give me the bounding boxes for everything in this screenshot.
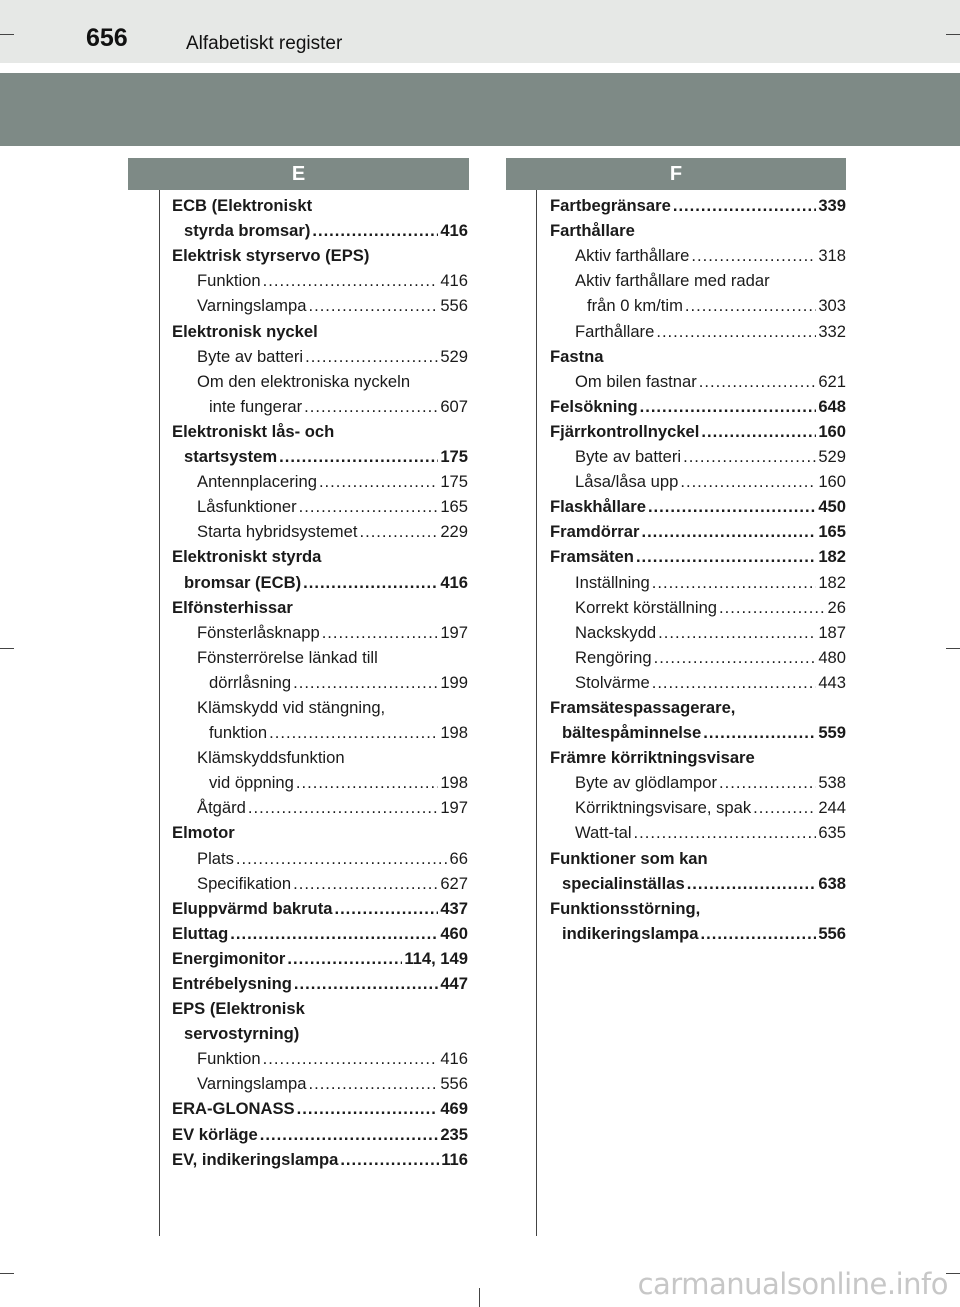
crop-mark xyxy=(479,1288,480,1307)
leader-dots xyxy=(691,246,816,266)
entry-page-number: 480 xyxy=(818,647,846,667)
column-divider xyxy=(536,190,537,1236)
entry-text: Inställning xyxy=(575,572,650,592)
leader-dots xyxy=(719,773,816,793)
crop-mark xyxy=(0,1273,14,1274)
index-entry xyxy=(550,793,846,818)
entry-text: Byte av batteri xyxy=(575,447,682,467)
leader-dots xyxy=(305,347,438,367)
index-entry xyxy=(172,342,468,367)
index-entry xyxy=(172,517,468,542)
entry-text: Varningslampa xyxy=(197,296,307,316)
entry-page-number: 165 xyxy=(818,522,846,542)
index-entry xyxy=(172,693,468,718)
entry-page-number: 235 xyxy=(440,1124,468,1144)
entry-text: Energimonitor xyxy=(172,948,286,968)
entry-page-number: 416 xyxy=(440,271,468,291)
index-entry xyxy=(172,894,468,919)
entry-text: Rengöring xyxy=(575,647,652,667)
leader-dots xyxy=(701,422,816,442)
index-entry xyxy=(172,668,468,693)
index-entry xyxy=(172,291,468,316)
entry-text: Funktion xyxy=(197,1049,261,1069)
entry-text: Funktionsstörning, xyxy=(550,898,701,918)
entry-text: Starta hybridsystemet xyxy=(197,522,358,542)
header-band xyxy=(0,0,960,63)
entry-page-number: 197 xyxy=(440,622,468,642)
entry-text: Elektroniskt styrda xyxy=(172,547,322,567)
index-entry xyxy=(172,241,468,266)
section-letter-f: F xyxy=(506,158,846,190)
index-entry xyxy=(172,793,468,818)
leader-dots xyxy=(699,372,817,392)
entry-page-number: 627 xyxy=(440,873,468,893)
entry-text: Fönsterrörelse länkad till xyxy=(197,647,378,667)
leader-dots xyxy=(700,924,816,944)
entry-text: Åtgärd xyxy=(197,798,246,818)
index-entry xyxy=(172,944,468,969)
entry-text: Flaskhållare xyxy=(550,497,646,517)
index-entry xyxy=(550,643,846,668)
leader-dots xyxy=(294,974,438,994)
leader-dots xyxy=(303,573,438,593)
entry-page-number: 559 xyxy=(818,723,846,743)
entry-text: Specifikation xyxy=(197,873,292,893)
entry-page-number: 114, 149 xyxy=(404,948,468,968)
entry-text: Elfönsterhissar xyxy=(172,597,293,617)
entry-text: specialinställas xyxy=(562,873,685,893)
index-entry xyxy=(172,843,468,868)
index-entry xyxy=(550,618,846,643)
leader-dots xyxy=(236,849,448,869)
index-entry xyxy=(550,718,846,743)
entry-text: Fartbegränsare xyxy=(550,196,671,216)
leader-dots xyxy=(703,723,816,743)
leader-dots xyxy=(308,1074,438,1094)
entry-page-number: 197 xyxy=(440,798,468,818)
entry-page-number: 175 xyxy=(440,472,468,492)
index-entry xyxy=(172,969,468,994)
entry-page-number: 198 xyxy=(440,773,468,793)
leader-dots xyxy=(654,648,817,668)
entry-page-number: 621 xyxy=(818,371,846,391)
index-entry xyxy=(550,743,846,768)
index-entry xyxy=(172,1094,468,1119)
crop-mark xyxy=(0,648,14,649)
index-entry xyxy=(550,768,846,793)
entry-page-number: 556 xyxy=(818,923,846,943)
index-entry xyxy=(550,367,846,392)
entry-text: Felsökning xyxy=(550,396,638,416)
entry-text: Elektronisk nyckel xyxy=(172,321,318,341)
index-entry xyxy=(550,342,846,367)
entry-text: Klämskydd vid stängning, xyxy=(197,697,386,717)
index-entry xyxy=(172,216,468,241)
leader-dots xyxy=(263,1049,439,1069)
entry-page-number: 303 xyxy=(818,296,846,316)
index-entry xyxy=(172,718,468,743)
leader-dots xyxy=(299,497,439,517)
index-entry xyxy=(550,191,846,216)
leader-dots xyxy=(648,497,816,517)
entry-text: Om den elektroniska nyckeln xyxy=(197,371,411,391)
entry-text: Eluppvärmd bakruta xyxy=(172,898,333,918)
index-entry xyxy=(550,291,846,316)
entry-page-number: 460 xyxy=(440,923,468,943)
entry-text: Fastna xyxy=(550,346,604,366)
entry-page-number: 116 xyxy=(441,1149,468,1169)
entry-text: Framsäten xyxy=(550,547,634,567)
index-entry xyxy=(172,467,468,492)
index-entry xyxy=(550,567,846,592)
entry-text: från 0 km/tim xyxy=(587,296,683,316)
entry-page-number: 182 xyxy=(818,547,846,567)
entry-page-number: 556 xyxy=(440,296,468,316)
entry-page-number: 529 xyxy=(440,346,468,366)
index-entry xyxy=(172,768,468,793)
entry-text: Varningslampa xyxy=(197,1074,307,1094)
leader-dots xyxy=(260,1125,439,1145)
entry-text: Funktion xyxy=(197,271,261,291)
leader-dots xyxy=(297,1099,439,1119)
entry-page-number: 198 xyxy=(440,723,468,743)
entry-text: Byte av batteri xyxy=(197,346,304,366)
leader-dots xyxy=(673,196,816,216)
entry-page-number: 332 xyxy=(818,321,846,341)
index-entry xyxy=(550,417,846,442)
leader-dots xyxy=(634,823,817,843)
leader-dots xyxy=(296,773,438,793)
entry-page-number: 648 xyxy=(818,396,846,416)
page-number: 656 xyxy=(86,24,128,52)
entry-text: Fjärrkontrollnyckel xyxy=(550,421,700,441)
index-entry xyxy=(172,869,468,894)
entry-text: Om bilen fastnar xyxy=(575,371,697,391)
entry-page-number: 229 xyxy=(440,522,468,542)
entry-text: Korrekt körställning xyxy=(575,597,718,617)
index-entry xyxy=(172,567,468,592)
leader-dots xyxy=(308,296,438,316)
entry-text: bältespåminnelse xyxy=(562,723,702,743)
leader-dots xyxy=(636,547,816,567)
leader-dots xyxy=(312,221,438,241)
index-entry xyxy=(550,467,846,492)
entry-text: Byte av glödlampor xyxy=(575,773,718,793)
entry-text: EPS (Elektronisk xyxy=(172,999,305,1019)
index-entry xyxy=(172,417,468,442)
entry-text: Elektrisk styrservo (EPS) xyxy=(172,246,370,266)
entry-page-number: 318 xyxy=(818,246,846,266)
entry-text: indikeringslampa xyxy=(562,923,699,943)
entry-text: Entrébelysning xyxy=(172,974,292,993)
leader-dots xyxy=(652,673,817,693)
entry-page-number: 199 xyxy=(440,672,468,692)
entry-page-number: 187 xyxy=(818,622,846,642)
index-entry xyxy=(172,1044,468,1069)
entry-text: EV körläge xyxy=(172,1124,258,1144)
leader-dots xyxy=(359,522,438,542)
leader-dots xyxy=(269,723,438,743)
leader-dots xyxy=(656,322,816,342)
crop-mark xyxy=(946,34,960,35)
entry-text: Plats xyxy=(197,848,234,868)
entry-page-number: 244 xyxy=(818,798,846,818)
index-entry xyxy=(172,442,468,467)
index-entry xyxy=(550,818,846,843)
leader-dots xyxy=(658,623,816,643)
leader-dots xyxy=(719,598,826,618)
entry-page-number: 447 xyxy=(440,974,468,993)
entry-text: Eluttag xyxy=(172,923,229,943)
entry-text: styrda bromsar) xyxy=(184,221,311,241)
entry-page-number: 182 xyxy=(818,572,846,592)
entry-text: Antennplacering xyxy=(197,472,317,492)
leader-dots xyxy=(683,447,816,467)
index-entry xyxy=(550,216,846,241)
index-entry xyxy=(550,843,846,868)
entry-page-number: 416 xyxy=(440,1049,468,1069)
index-entry xyxy=(550,869,846,894)
index-entry xyxy=(172,392,468,417)
entry-text: servostyrning) xyxy=(184,1024,300,1044)
index-entry xyxy=(550,919,846,944)
entry-text: Låsa/låsa upp xyxy=(575,472,679,492)
index-entry xyxy=(172,919,468,944)
entry-text: startsystem xyxy=(184,447,278,467)
entry-text: Fönsterlåsknapp xyxy=(197,622,320,642)
entry-page-number: 160 xyxy=(818,472,846,492)
entry-text: Aktiv farthållare med radar xyxy=(575,271,770,291)
index-entry xyxy=(172,266,468,291)
index-entry xyxy=(550,241,846,266)
entry-page-number: 469 xyxy=(440,1099,468,1119)
index-entry xyxy=(550,442,846,467)
leader-dots xyxy=(248,798,438,818)
entry-text: ERA-GLONASS xyxy=(172,1099,295,1119)
index-entry xyxy=(550,894,846,919)
watermark: carmanualsonline.info xyxy=(637,1267,948,1301)
index-entry xyxy=(172,1145,468,1170)
index-entry xyxy=(550,668,846,693)
index-entry xyxy=(172,542,468,567)
index-entry xyxy=(550,693,846,718)
entry-text: Stolvärme xyxy=(575,672,650,692)
entry-page-number: 175 xyxy=(440,447,468,467)
index-entry xyxy=(172,316,468,341)
entry-text: inte fungerar xyxy=(209,396,303,416)
entry-page-number: 160 xyxy=(818,421,846,441)
leader-dots xyxy=(652,573,817,593)
leader-dots xyxy=(687,874,817,894)
leader-dots xyxy=(753,798,816,818)
entry-text: Watt-tal xyxy=(575,823,632,843)
crop-mark xyxy=(946,648,960,649)
page-title: Alfabetiskt register xyxy=(186,33,343,54)
entry-page-number: 607 xyxy=(440,396,468,416)
entry-page-number: 26 xyxy=(827,597,846,617)
entry-text: bromsar (ECB) xyxy=(184,572,302,592)
entry-text: Körriktningsvisare, spak xyxy=(575,798,752,818)
entry-text: Farthållare xyxy=(550,221,635,241)
index-entry xyxy=(172,1119,468,1144)
index-column-f xyxy=(550,191,846,944)
entry-page-number: 165 xyxy=(440,497,468,517)
decorative-banner xyxy=(0,73,960,146)
entry-page-number: 443 xyxy=(818,672,846,692)
index-entry xyxy=(550,593,846,618)
section-letter-e: E xyxy=(128,158,469,190)
index-entry xyxy=(172,743,468,768)
leader-dots xyxy=(287,949,402,969)
entry-text: Klämskyddsfunktion xyxy=(197,748,345,768)
index-entry xyxy=(172,994,468,1019)
entry-page-number: 66 xyxy=(449,848,468,868)
entry-text: dörrlåsning xyxy=(209,672,292,692)
leader-dots xyxy=(640,397,817,417)
leader-dots xyxy=(685,296,816,316)
crop-mark xyxy=(0,34,14,35)
index-entry xyxy=(550,266,846,291)
entry-text: Nackskydd xyxy=(575,622,657,642)
index-entry xyxy=(172,593,468,618)
entry-page-number: 450 xyxy=(818,497,846,517)
entry-page-number: 416 xyxy=(440,572,468,592)
entry-page-number: 538 xyxy=(818,773,846,793)
entry-text: EV, indikeringslampa xyxy=(172,1149,339,1169)
entry-text: Aktiv farthållare xyxy=(575,246,690,266)
leader-dots xyxy=(319,472,438,492)
index-entry xyxy=(172,492,468,517)
index-entry xyxy=(172,818,468,843)
leader-dots xyxy=(230,924,438,944)
entry-page-number: 635 xyxy=(818,823,846,843)
index-entry xyxy=(550,316,846,341)
entry-text: Elektroniskt lås- och xyxy=(172,421,335,441)
entry-text: Framdörrar xyxy=(550,522,640,542)
entry-text: Funktioner som kan xyxy=(550,848,708,868)
leader-dots xyxy=(279,447,438,467)
entry-text: Farthållare xyxy=(575,321,655,341)
entry-page-number: 416 xyxy=(440,221,468,241)
index-entry xyxy=(172,1019,468,1044)
leader-dots xyxy=(334,899,438,919)
leader-dots xyxy=(340,1150,439,1170)
leader-dots xyxy=(641,522,816,542)
index-column-e xyxy=(172,191,468,1170)
index-entry xyxy=(172,643,468,668)
leader-dots xyxy=(293,874,438,894)
leader-dots xyxy=(322,623,439,643)
leader-dots xyxy=(304,397,438,417)
entry-page-number: 339 xyxy=(818,196,846,216)
entry-page-number: 556 xyxy=(440,1074,468,1094)
index-entry xyxy=(550,517,846,542)
crop-mark xyxy=(946,1273,960,1274)
index-entry xyxy=(172,1069,468,1094)
index-entry xyxy=(172,367,468,392)
index-entry xyxy=(550,542,846,567)
index-entry xyxy=(550,492,846,517)
entry-text: Elmotor xyxy=(172,823,235,843)
entry-page-number: 638 xyxy=(818,873,846,893)
entry-text: funktion xyxy=(209,723,268,743)
entry-text: ECB (Elektroniskt xyxy=(172,196,313,216)
leader-dots xyxy=(680,472,816,492)
leader-dots xyxy=(263,271,439,291)
entry-text: Främre körriktningsvisare xyxy=(550,748,755,768)
entry-page-number: 437 xyxy=(440,898,468,918)
entry-text: vid öppning xyxy=(209,773,294,793)
leader-dots xyxy=(293,673,438,693)
index-entry xyxy=(550,392,846,417)
entry-page-number: 529 xyxy=(818,447,846,467)
column-divider xyxy=(159,190,160,1236)
index-entry xyxy=(172,191,468,216)
entry-text: Framsätespassagerare, xyxy=(550,697,736,717)
entry-text: Låsfunktioner xyxy=(197,497,297,517)
index-entry xyxy=(172,618,468,643)
